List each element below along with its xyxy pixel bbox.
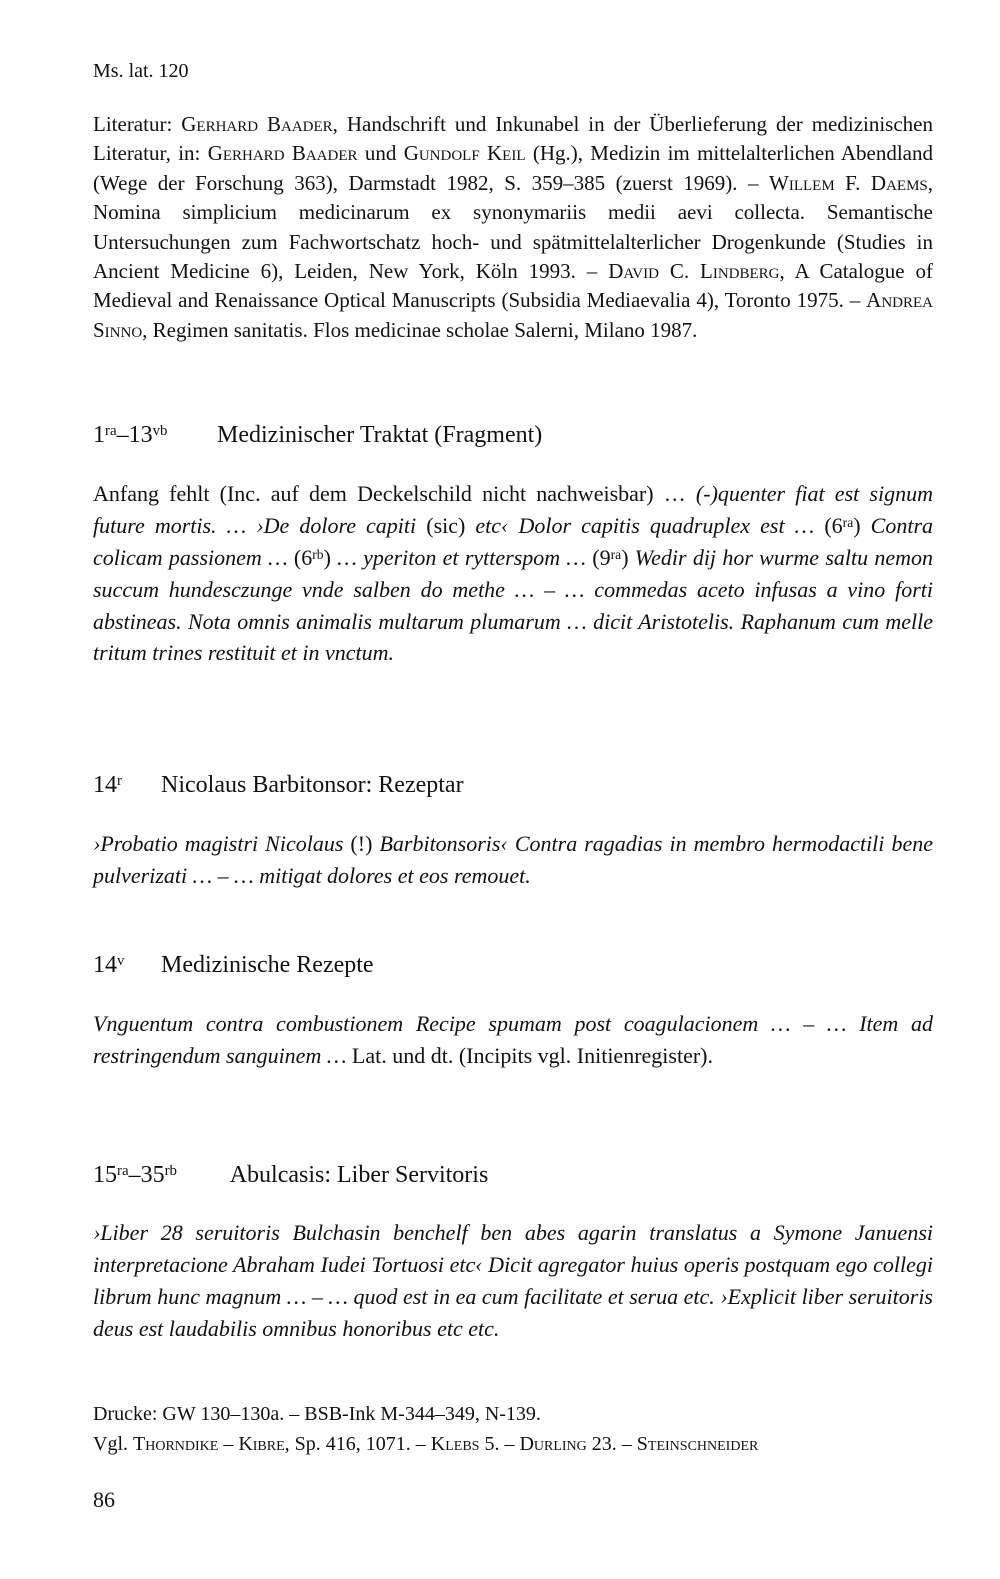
entry-body: [93, 1217, 933, 1345]
body-text: (9: [585, 544, 611, 570]
folio-end: 35: [140, 1162, 165, 1188]
incipit-text: etc‹ Dolor capitis quadruplex est …: [475, 512, 815, 538]
folio-start: 14: [93, 772, 117, 798]
page-number: 86: [93, 1487, 115, 1512]
folio-side: ra: [842, 514, 854, 530]
citation-text: und: [357, 141, 404, 166]
entry-heading: [93, 772, 464, 799]
folio-range: [93, 422, 211, 449]
folio-start: 1: [93, 422, 105, 448]
incipit-text: Barbitonsoris‹ Contra ragadias in membro hermodactili bene pulverizati … – … mitigat dolores et eos remouet.: [93, 831, 933, 888]
body-text: ): [323, 544, 338, 570]
author-baader: Gerhard Baader: [181, 112, 333, 136]
author-daems: Willem F. Daems: [769, 170, 928, 195]
body-text: (!): [343, 831, 380, 856]
body-text: ): [853, 512, 871, 538]
author-keil: Gundolf Keil: [403, 141, 526, 166]
entry-heading: [93, 1162, 488, 1189]
incipit-text: Vnguentum contra combustionem Recipe spumam post coagulacionem … – … Item ad restringendum sanguinem …: [93, 1011, 933, 1068]
body-text: Anfang fehlt (Inc. auf dem Deckelschild nicht nachweisbar) …: [93, 481, 696, 506]
folio-range: [93, 952, 155, 979]
citation-text: , Handschrift und Inkunabel in der Überlieferung der medizinischen Literatur, in:: [93, 112, 933, 166]
entry-body: [93, 1008, 933, 1072]
folio-dash: –: [128, 1162, 141, 1188]
shelfmark-header: Ms. lat. 120: [93, 60, 189, 82]
body-text: (sic): [416, 512, 476, 538]
reference-author: Klebs: [430, 1433, 480, 1455]
author-sinno: Andrea Sinno: [93, 288, 933, 342]
body-text: Lat. und dt. (Incipits vgl. Initienregister).: [346, 1042, 713, 1068]
incipit-text: ›Probatio magistri Nicolaus: [93, 831, 344, 856]
reference-author: Steinschneider: [636, 1433, 759, 1455]
literature-paragraph: [93, 110, 933, 345]
incipit-text: ›Liber 28 seruitoris Bulchasin benchelf ben abes agarin translatus a Symone Januensi interpretacione Abraham Iudei Tortuosi etc‹ Dicit agregator huius operis postquam ego collegi librum hunc magnum … – … quod est in ea cum facilitate et serua etc. ›Explicit liber seruitoris deus est laudabilis omnibus honoribus etc etc.: [93, 1220, 933, 1341]
incipit-text: Wedir dij hor wurme saltu nemon succum hundesczunge vnde salben do methe … – … commedas aceto infusas a vino forti abstineas. Nota omnis animalis multarum plumarum … dicit Aristotelis. Raphanum cum melle tritum trines restituit et in vnctum.: [93, 544, 934, 666]
entry-heading: [93, 422, 542, 449]
citation-text: , A Catalogue of Medieval and Renaissance Optical Manuscripts (Subsidia Mediaevalia 4), Toronto 1975. –: [93, 258, 933, 313]
folio-start: 14: [93, 952, 117, 978]
entry-body: [93, 478, 933, 669]
references-label: Vgl.: [93, 1433, 133, 1455]
author-lindberg: David C. Lindberg: [608, 258, 780, 283]
folio-side: rb: [312, 546, 324, 562]
entry-title: Medizinische Rezepte: [161, 952, 374, 978]
entry-title: Nicolaus Barbitonsor: Rezeptar: [161, 772, 464, 798]
prints-line: Drucke: GW 130–130a. – BSB-Ink M-344–349, N-139.: [93, 1403, 541, 1425]
reference-text: 5. –: [479, 1433, 520, 1455]
incipit-text: (-)quenter fiat est signum future mortis. … ›De dolore capiti: [93, 481, 933, 538]
folio-side: vb: [152, 423, 168, 440]
entry-heading: [93, 952, 374, 979]
body-text: ): [621, 544, 635, 570]
folio-start: 15: [93, 1162, 117, 1188]
literature-label: Literatur:: [93, 112, 173, 136]
entry-title: Abulcasis: Liber Servitoris: [229, 1162, 489, 1188]
author-baader-2: Gerhard Baader: [207, 141, 358, 166]
reference-author: Thorndike – Kibre: [133, 1433, 285, 1455]
body-text: (6: [814, 512, 843, 538]
folio-end: 13: [128, 422, 153, 448]
body-text: (6: [287, 544, 313, 570]
citation-text: , Regimen sanitatis. Flos medicinae scholae Salerni, Milano 1987.: [142, 317, 698, 342]
entry-body: [93, 828, 933, 892]
folio-side: ra: [105, 423, 117, 440]
reference-text: 23. –: [586, 1433, 637, 1455]
folio-side: r: [117, 773, 122, 790]
reference-author: Durling: [519, 1433, 587, 1455]
citation-text: , Nomina simplicium medicinarum ex synonymariis medii aevi collecta. Semantische Untersuchungen zum Fachwortschatz hoch- und spätmittelalterlicher Drogenkunde (Studies in Ancient Medicine 6), Leiden, New York, Köln 1993. –: [93, 170, 934, 283]
references-line: [93, 1430, 933, 1458]
incipit-text: … yperiton et rytterspom …: [337, 544, 586, 570]
incipit-text: Contra colicam passionem …: [93, 512, 934, 570]
folio-side: ra: [610, 546, 622, 562]
entry-title: Medizinischer Traktat (Fragment): [217, 422, 543, 448]
folio-dash: –: [116, 422, 129, 448]
reference-text: , Sp. 416, 1071. –: [284, 1433, 431, 1455]
folio-side: v: [117, 953, 125, 970]
folio-range: [93, 772, 155, 799]
folio-range: [93, 1162, 225, 1189]
folio-side: ra: [117, 1163, 129, 1180]
citation-text: (Hg.), Medizin im mittelalterlichen Abendland (Wege der Forschung 363), Darmstadt 1982, S. 359–385 (zuerst 1969). –: [93, 141, 933, 195]
folio-side: rb: [164, 1163, 177, 1180]
